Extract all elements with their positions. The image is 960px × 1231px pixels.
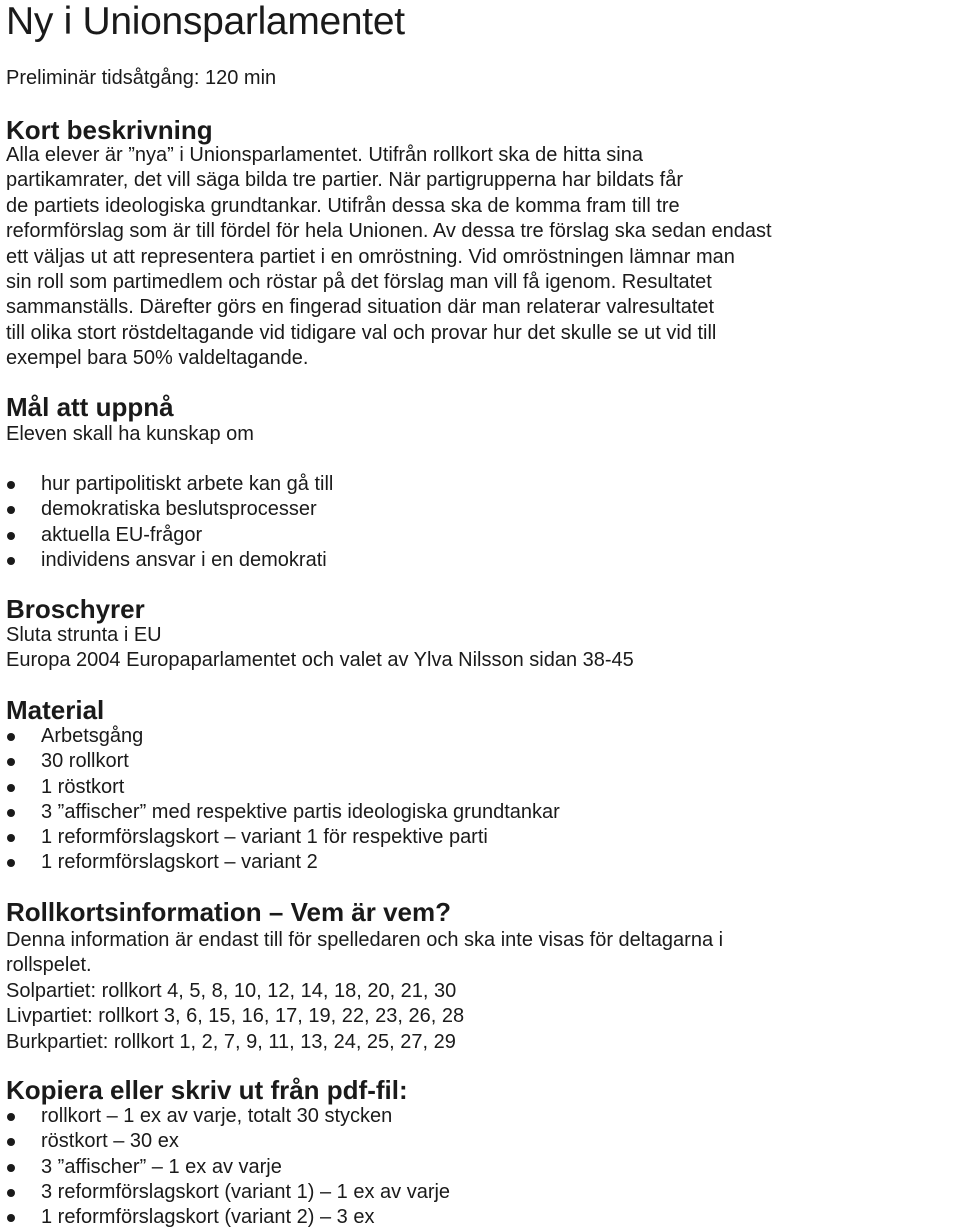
bullet-icon (7, 834, 15, 842)
heading-material: Material (6, 695, 105, 725)
list-item (6, 850, 560, 875)
list-item (6, 523, 333, 548)
bullet-icon (7, 758, 15, 766)
list-item-text: röstkort – 30 ex (41, 1130, 179, 1153)
kort-beskrivning-text (6, 143, 956, 372)
bullet-icon (7, 733, 15, 741)
list-item (6, 775, 560, 800)
list-item-text: hur partipolitiskt arbete kan gå till (41, 473, 334, 495)
bullet-icon (7, 532, 15, 540)
list-item (6, 1205, 450, 1230)
page-title: Ny i Unionsparlamentet (6, 0, 405, 43)
text-line: Sluta strunta i EU (6, 624, 162, 646)
list-item (6, 1104, 450, 1129)
heading-broschyrer: Broschyrer (6, 594, 145, 624)
list-item-text: 3 ”affischer” med respektive partis ideologiska grundtankar (41, 800, 560, 823)
text-line: de partiets ideologiska grundtankar. Utifrån dessa ska de komma fram till tre (6, 194, 680, 217)
list-item (6, 1180, 450, 1205)
heading-rollkortsinformation: Rollkortsinformation – Vem är vem? (6, 897, 452, 927)
bullet-icon (7, 1214, 15, 1222)
text-line: sin roll som partimedlem och röstar på det förslag man vill få igenom. Resultatet (6, 271, 712, 294)
bullet-icon (7, 557, 15, 565)
mal-list (6, 472, 333, 573)
list-item-text: Arbetsgång (41, 725, 144, 747)
text-line: sammanställs. Därefter görs en fingerad situation där man relaterar valresultatet (6, 296, 715, 319)
list-item-text: rollkort – 1 ex av varje, totalt 30 stycken (41, 1105, 393, 1127)
text-line: Denna information är endast till för spelledaren och ska inte visas för deltagarna i (6, 929, 724, 951)
list-item-text: 1 reformförslagskort – variant 2 (41, 851, 318, 874)
heading-mal: Mål att uppnå (6, 392, 174, 422)
bullet-icon (7, 1138, 15, 1146)
bullet-icon (7, 1113, 15, 1121)
time-estimate: Preliminär tidsåtgång: 120 min (6, 67, 277, 89)
bullet-icon (7, 859, 15, 867)
list-item-text: 1 reformförslagskort – variant 1 för respektive parti (41, 826, 488, 849)
material-list (6, 724, 560, 876)
text-line: Europa 2004 Europaparlamentet och valet av Ylva Nilsson sidan 38-45 (6, 649, 634, 672)
text-line: rollspelet. (6, 954, 92, 977)
text-line: Livpartiet: rollkort 3, 6, 15, 16, 17, 19, 22, 23, 26, 28 (6, 1005, 465, 1028)
list-item-text: 1 reformförslagskort (variant 2) – 3 ex (41, 1206, 375, 1229)
list-item-text: 3 ”affischer” – 1 ex av varje (41, 1155, 282, 1178)
bullet-icon (7, 506, 15, 514)
bullet-icon (7, 784, 15, 792)
text-line: Solpartiet: rollkort 4, 5, 8, 10, 12, 14, 18, 20, 21, 30 (6, 979, 457, 1002)
text-line: Burkpartiet: rollkort 1, 2, 7, 9, 11, 13, 24, 25, 27, 29 (6, 1030, 456, 1053)
list-item-text: 3 reformförslagskort (variant 1) – 1 ex av varje (41, 1180, 451, 1203)
mal-intro: Eleven skall ha kunskap om (6, 423, 254, 445)
heading-kort-beskrivning: Kort beskrivning (6, 115, 213, 145)
list-item (6, 497, 333, 522)
bullet-icon (7, 809, 15, 817)
text-line: till olika stort röstdeltagande vid tidigare val och provar hur det skulle se ut vid till (6, 321, 717, 344)
list-item (6, 749, 560, 774)
list-item (6, 825, 560, 850)
rollkort-text (6, 928, 956, 1055)
bullet-icon (7, 1164, 15, 1172)
list-item (6, 1155, 450, 1180)
list-item-text: 30 rollkort (41, 750, 129, 773)
bullet-icon (7, 481, 15, 489)
text-line: ett väljas ut att representera partiet i en omröstning. Vid omröstningen lämnar man (6, 245, 735, 268)
list-item (6, 800, 560, 825)
text-line: exempel bara 50% valdeltagande. (6, 347, 309, 370)
broschyrer-text (6, 623, 956, 674)
bullet-icon (7, 1189, 15, 1197)
text-line: Alla elever är ”nya” i Unionsparlamentet. Utifrån rollkort ska de hitta sina (6, 144, 643, 166)
list-item (6, 1129, 450, 1154)
list-item (6, 548, 333, 573)
list-item (6, 472, 333, 497)
kopiera-list (6, 1104, 450, 1230)
text-line: reformförslag som är till fördel för hela Unionen. Av dessa tre förslag ska sedan endast (6, 220, 772, 243)
list-item-text: 1 röstkort (41, 775, 125, 798)
list-item-text: demokratiska beslutsprocesser (41, 498, 317, 521)
list-item (6, 724, 560, 749)
list-item-text: aktuella EU-frågor (41, 523, 203, 546)
list-item-text: individens ansvar i en demokrati (41, 548, 327, 571)
heading-kopiera: Kopiera eller skriv ut från pdf-fil: (6, 1075, 408, 1105)
text-line: partikamrater, det vill säga bilda tre partier. När partigrupperna har bildats får (6, 169, 684, 192)
